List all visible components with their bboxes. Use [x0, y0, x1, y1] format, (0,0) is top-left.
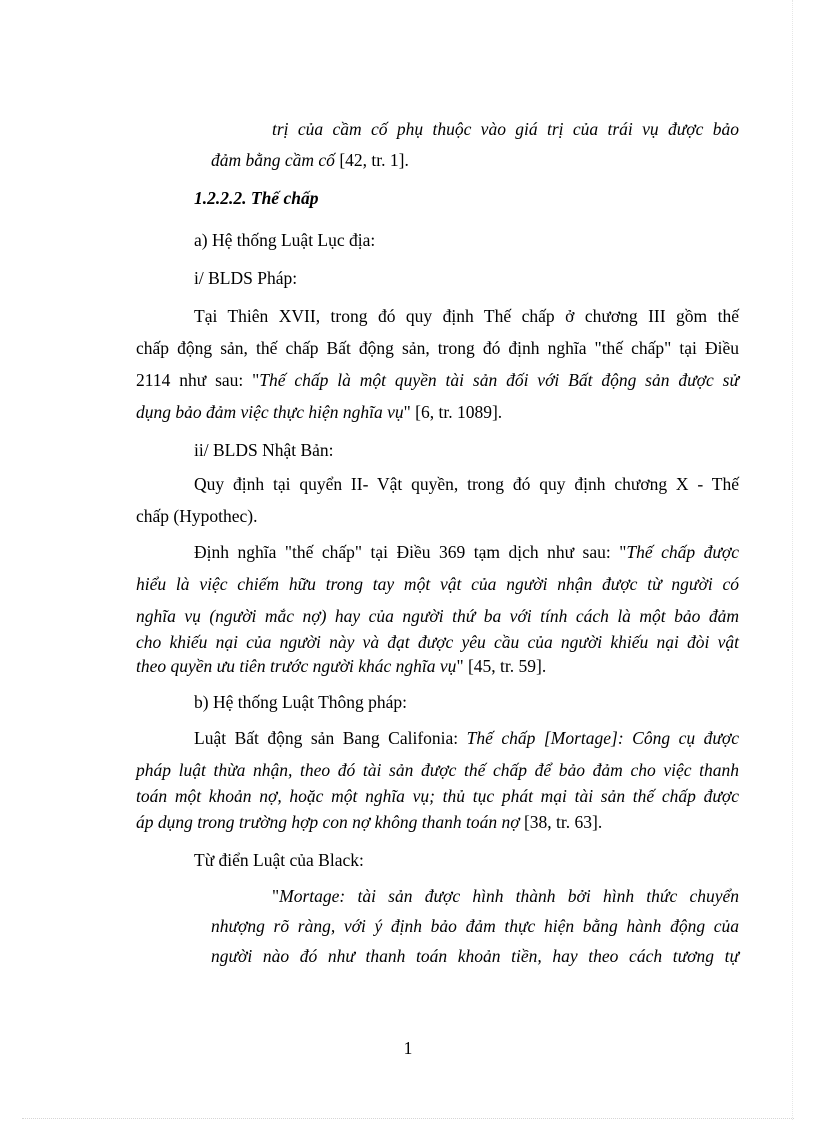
body-line: [194, 474, 739, 494]
body-text: Tại Thiên XVII, trong đó quy định Thế chấp ở chương III gồm thế: [194, 306, 739, 326]
body-line: [194, 542, 739, 562]
body-line: [136, 370, 739, 390]
section-heading: [194, 188, 318, 208]
subheading-text: a) Hệ thống Luật Lục địa:: [194, 230, 376, 250]
body-line: [194, 440, 334, 460]
italic-text: Thế chấp [Mortage]: Công cụ được: [466, 728, 740, 748]
page-number: 1: [403, 1038, 413, 1058]
body-line: [211, 150, 409, 170]
body-text: chấp động sản, thế chấp Bất động sản, trong đó định nghĩa "thế chấp" tại Điều: [136, 338, 739, 358]
italic-text: pháp luật thừa nhận, theo đó tài sản được thế chấp để bảo đảm cho việc thanh: [136, 760, 739, 780]
citation-text: " [6, tr. 1089].: [403, 402, 503, 422]
body-text: chấp (Hypothec).: [136, 506, 258, 526]
body-line: [272, 886, 739, 906]
body-line: [211, 916, 739, 936]
italic-text: Thế chấp là một quyền tài sản đối với Bất động sản được sử: [259, 370, 739, 390]
heading-text: 1.2.2.2. Thế chấp: [194, 188, 319, 208]
subheading-text: Từ điển Luật của Black:: [194, 850, 364, 870]
body-line: [194, 268, 297, 288]
body-line: [136, 656, 546, 676]
body-line: [136, 786, 739, 806]
body-line: [194, 728, 739, 748]
body-line: [136, 402, 502, 422]
italic-text: nghĩa vụ (người mắc nợ) hay của người thứ ba với tính cách là một bảo đảm: [136, 606, 739, 626]
italic-text: theo quyền ưu tiên trước người khác nghĩa vụ: [136, 656, 457, 676]
body-line: [194, 230, 375, 250]
body-line: [194, 850, 364, 870]
italic-text: người nào đó như thanh toán khoản tiền, hay theo cách tương tự: [211, 946, 739, 966]
body-line: [272, 119, 739, 139]
citation-text: [38, tr. 63].: [519, 812, 603, 832]
body-text: Định nghĩa "thế chấp" tại Điều 369 tạm dịch như sau: ": [194, 542, 627, 562]
italic-text: toán một khoản nợ, hoặc một nghĩa vụ; thủ tục phát mại tài sản thế chấp được: [136, 786, 739, 806]
subheading-text: b) Hệ thống Luật Thông pháp:: [194, 692, 408, 712]
body-line: [194, 306, 739, 326]
body-line: [211, 946, 739, 966]
italic-text: hiểu là việc chiếm hữu trong tay một vật của người nhận được từ người có: [136, 574, 739, 594]
body-line: [136, 632, 739, 652]
italic-text: áp dụng trong trường hợp con nợ không thanh toán nợ: [136, 812, 520, 832]
italic-text: Thế chấp được: [626, 542, 739, 562]
subheading-text: i/ BLDS Pháp:: [194, 268, 298, 288]
page-bottom-border: [22, 1118, 794, 1119]
subheading-text: ii/ BLDS Nhật Bản:: [194, 440, 334, 460]
page-right-border: [792, 0, 793, 1120]
body-line: [136, 506, 257, 526]
body-line: [136, 812, 602, 832]
italic-text: dụng bảo đảm việc thực hiện nghĩa vụ: [136, 402, 404, 422]
italic-text: trị của cầm cố phụ thuộc vào giá trị của trái vụ được bảo: [272, 119, 739, 139]
italic-text: Mortage: tài sản được hình thành bởi hình thức chuyển: [279, 886, 739, 906]
italic-text: nhượng rõ ràng, với ý định bảo đảm thực hiện bằng hành động của: [211, 916, 739, 936]
body-text: Luật Bất động sản Bang Califonia:: [194, 728, 467, 748]
italic-text: cho khiếu nại của người này và đạt được yêu cầu của người khiếu nại đòi vật: [136, 632, 739, 652]
body-text: Quy định tại quyển II- Vật quyền, trong đó quy định chương X - Thế: [194, 474, 739, 494]
quote-mark: ": [272, 886, 280, 906]
body-line: [194, 692, 407, 712]
citation-text: [42, tr. 1].: [334, 150, 409, 170]
italic-text: đảm bằng cầm cố: [211, 150, 335, 170]
body-text: 2114 như sau: ": [136, 370, 260, 390]
citation-text: " [45, tr. 59].: [456, 656, 547, 676]
body-line: [136, 606, 739, 626]
body-line: [136, 574, 739, 594]
body-line: [136, 338, 739, 358]
body-line: [136, 760, 739, 780]
